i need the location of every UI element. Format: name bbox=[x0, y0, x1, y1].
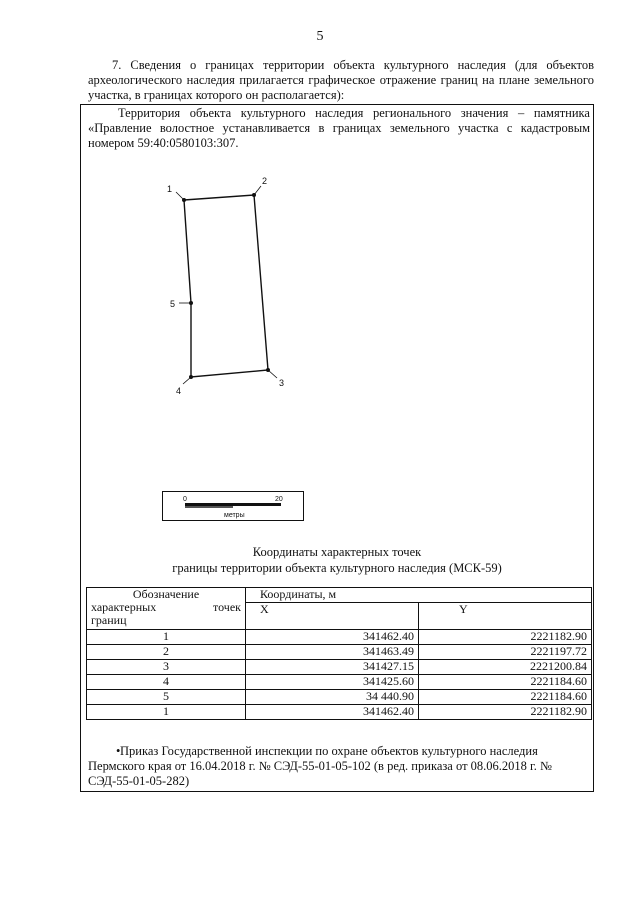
table-row bbox=[87, 660, 592, 675]
x-cell: 341427.15 bbox=[246, 660, 419, 675]
scale-zero-label: 0 bbox=[183, 496, 187, 503]
leader-line-1 bbox=[176, 192, 184, 200]
point-cell: 2 bbox=[87, 645, 246, 660]
coordinates-title-line-1: Координаты характерных точек bbox=[252, 545, 422, 559]
header-designation-line-1: Обозначение bbox=[132, 587, 200, 601]
boundary-polygon bbox=[184, 195, 268, 377]
territory-description: Территория объекта культурного наследия регионального значения – памятника «Правление волостное устанавливается в границах земельного участка с кадастровым номером 59:40:0580103:307. bbox=[88, 106, 590, 150]
point-cell: 1 bbox=[87, 630, 246, 645]
scale-unit-label: метры bbox=[224, 512, 245, 519]
x-cell: 341462.40 bbox=[246, 630, 419, 645]
header-point-designation bbox=[87, 588, 246, 630]
header-designation-line-3: границ bbox=[91, 613, 127, 627]
point-cell: 1 bbox=[87, 705, 246, 720]
scale-bar-line bbox=[185, 503, 281, 506]
x-cell: 341462.40 bbox=[246, 705, 419, 720]
header-y: Y bbox=[419, 603, 592, 630]
y-cell: 2221184.60 bbox=[419, 675, 592, 690]
point-label-5: 5 bbox=[170, 299, 176, 309]
y-cell: 2221184.60 bbox=[419, 690, 592, 705]
bullet-icon: • bbox=[116, 744, 121, 758]
y-cell: 2221182.90 bbox=[419, 705, 592, 720]
coordinates-title bbox=[80, 544, 594, 576]
coordinates-table bbox=[86, 587, 592, 720]
x-cell: 341463.49 bbox=[246, 645, 419, 660]
header-x: X bbox=[246, 603, 419, 630]
coordinates-title-line-2: границы территории объекта культурного наследия (МСК-59) bbox=[172, 561, 502, 575]
table-row bbox=[87, 675, 592, 690]
y-cell: 2221197.72 bbox=[419, 645, 592, 660]
intro-paragraph: 7. Сведения о границах территории объекта культурного наследия (для объектов археологического наследия прилагается графическое отражение границ на плане земельного участка, в границах которого он располагается): bbox=[88, 58, 594, 102]
page-number: 5 bbox=[316, 29, 324, 44]
order-note-text: Приказ Государственной инспекции по охране объектов культурного наследия Пермского края от 16.04.2018 г. № СЭД-55-01-05-102 (в ред. приказа от 08.06.2018 г. № СЭД-55-01-05-282) bbox=[88, 744, 552, 788]
table-row bbox=[87, 705, 592, 720]
table-row bbox=[87, 690, 592, 705]
point-label-3: 3 bbox=[279, 378, 285, 388]
point-cell: 5 bbox=[87, 690, 246, 705]
leader-line-2 bbox=[254, 186, 261, 195]
x-cell: 34 440.90 bbox=[246, 690, 419, 705]
leader-line-4 bbox=[183, 377, 191, 384]
point-label-1: 1 bbox=[167, 184, 173, 194]
y-cell: 2221200.84 bbox=[419, 660, 592, 675]
point-cell: 3 bbox=[87, 660, 246, 675]
boundary-plan bbox=[150, 170, 310, 410]
header-coordinates: Координаты, м bbox=[246, 588, 592, 603]
table-row bbox=[87, 630, 592, 645]
scale-bar bbox=[162, 491, 304, 521]
order-note bbox=[88, 744, 588, 789]
x-cell: 341425.60 bbox=[246, 675, 419, 690]
point-label-4: 4 bbox=[176, 386, 182, 396]
scale-max-label: 20 bbox=[275, 496, 283, 503]
header-designation-word-2b: точек bbox=[213, 600, 241, 614]
table-row bbox=[87, 645, 592, 660]
point-cell: 4 bbox=[87, 675, 246, 690]
y-cell: 2221182.90 bbox=[419, 630, 592, 645]
leader-line-3 bbox=[268, 370, 277, 378]
scale-bar-segment bbox=[185, 506, 233, 508]
point-label-2: 2 bbox=[262, 176, 268, 186]
header-designation-word-2a: характерных bbox=[91, 600, 157, 614]
